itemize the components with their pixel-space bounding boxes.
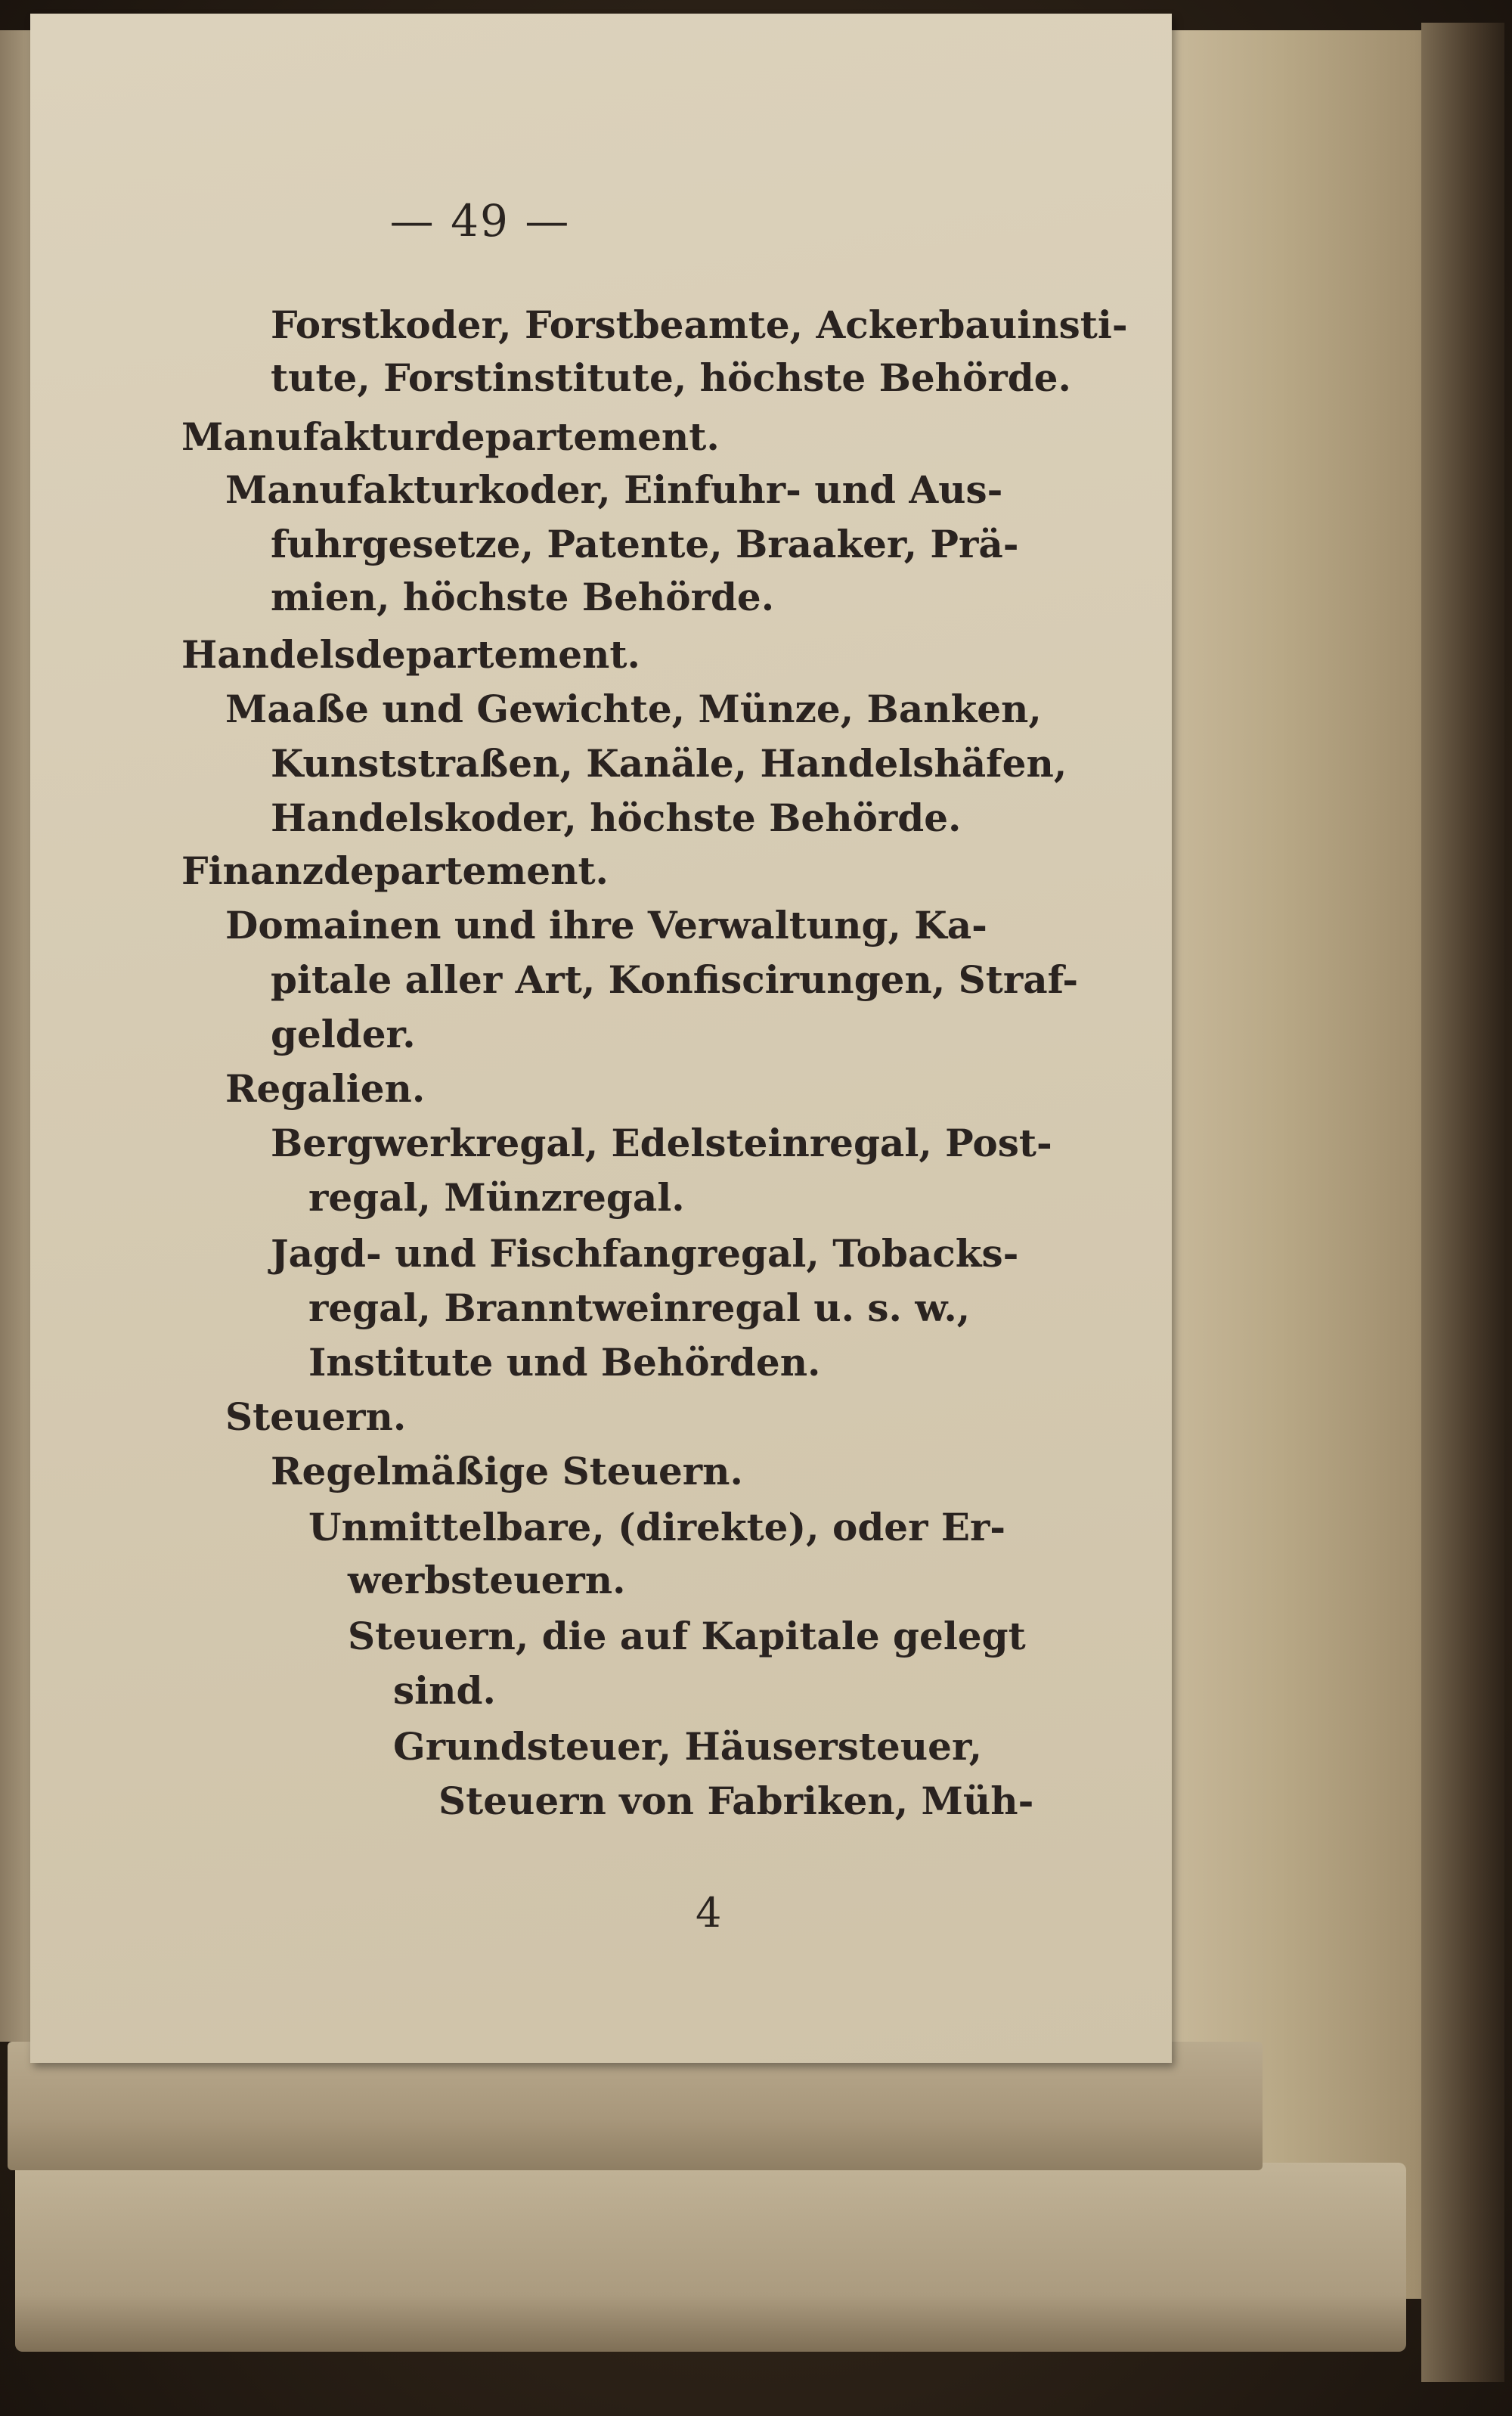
- text-line: pitale aller Art, Konfiscirungen, Straf-: [271, 957, 1079, 1002]
- text-line: fuhrgesetze, Patente, Braaker, Prä-: [271, 522, 1019, 566]
- text-line: sind.: [393, 1668, 496, 1713]
- text-line: Handelskoder, höchste Behörde.: [271, 796, 962, 840]
- text-line: Unmittelbare, (direkte), oder Er-: [308, 1505, 1006, 1549]
- text-line: Bergwerkregal, Edelsteinregal, Post-: [271, 1121, 1052, 1165]
- text-line: werbsteuern.: [348, 1558, 626, 1602]
- book-cover-edge: [1421, 23, 1504, 2382]
- text-line: Steuern, die auf Kapitale gelegt: [348, 1614, 1026, 1658]
- section-heading: Steuern.: [225, 1394, 407, 1439]
- text-line: regal, Branntweinregal u. s. w.,: [308, 1286, 971, 1330]
- text-line: Maaße und Gewichte, Münze, Banken,: [225, 687, 1042, 731]
- section-heading: Manufakturdepartement.: [181, 414, 720, 459]
- bottom-page-stack-lower: [15, 2163, 1406, 2352]
- text-line: Institute und Behörden.: [308, 1340, 821, 1385]
- section-heading: Regalien.: [225, 1066, 426, 1111]
- section-heading: Finanzdepartement.: [181, 848, 609, 893]
- text-line: Manufakturkoder, Einfuhr- und Aus-: [225, 467, 1003, 512]
- text-line: gelder.: [271, 1012, 416, 1056]
- signature-mark: 4: [696, 1889, 722, 1937]
- text-line: Forstkoder, Forstbeamte, Ackerbauinsti-: [271, 302, 1128, 347]
- page-number-header: — 49 —: [389, 195, 571, 247]
- text-line: Kunststraßen, Kanäle, Handelshäfen,: [271, 741, 1067, 786]
- book-page: [30, 14, 1172, 2063]
- text-line: regal, Münzregal.: [308, 1175, 685, 1220]
- text-line: tute, Forstinstitute, höchste Behörde.: [271, 355, 1071, 400]
- section-heading: Handelsdepartement.: [181, 632, 640, 677]
- text-line: Domainen und ihre Verwaltung, Ka-: [225, 903, 987, 947]
- text-line: Jagd- und Fischfangregal, Tobacks-: [271, 1231, 1019, 1276]
- text-line: mien, höchste Behörde.: [271, 575, 775, 619]
- text-line: Steuern von Fabriken, Müh-: [438, 1779, 1034, 1823]
- section-heading: Regelmäßige Steuern.: [271, 1449, 743, 1493]
- text-line: Grundsteuer, Häusersteuer,: [393, 1724, 983, 1769]
